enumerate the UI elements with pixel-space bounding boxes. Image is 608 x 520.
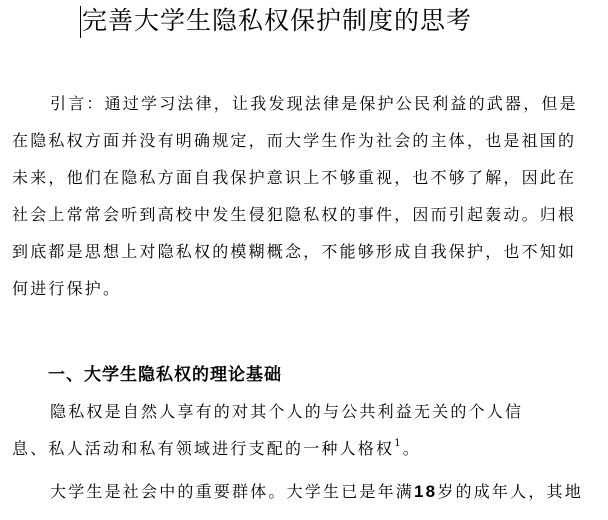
paragraph-1-line-2 (12, 430, 598, 467)
paragraph-2-text-after: 岁的成年人，其地 (437, 482, 583, 501)
intro-line-6: 何进行保护。 (12, 279, 122, 298)
intro-paragraph (12, 85, 598, 307)
paragraph-1-line-1: 隐私权是自然人享有的对其个人的与公共利益无关的个人信 (50, 402, 524, 421)
paragraph-2-text-before: 大学生是社会中的重要群体。大学生已是年满 (50, 482, 415, 501)
intro-line-4: 社会上常常会听到高校中发生侵犯隐私权的事件，因而引起轰动。归根 (12, 205, 577, 224)
paragraph-1-end-punctuation: 。 (402, 439, 421, 458)
section-paragraph-1 (12, 393, 598, 467)
section-heading: 一、大学生隐私权的理论基础 (48, 365, 282, 385)
intro-line-1: 引言：通过学习法律，让我发现法律是保护公民利益的武器，但是 (50, 94, 578, 113)
intro-line-5: 到底都是思想上对隐私权的模糊概念，不能够形成自我保护，也不知如 (12, 242, 577, 261)
text-cursor (80, 6, 81, 38)
intro-line-3: 未来，他们在隐私方面自我保护意识上不够重视，也不够了解，因此在 (12, 168, 577, 187)
paragraph-2-age-number: 18 (414, 482, 438, 501)
section-paragraph-2 (12, 473, 598, 510)
paragraph-1-line-2-text: 息、私人活动和私有领域进行支配的一种人格权 (12, 439, 395, 458)
document-title: 完善大学生隐私权保护制度的思考 (82, 6, 473, 35)
intro-line-2: 在隐私权方面并没有明确规定，而大学生作为社会的主体，也是祖国的 (12, 131, 577, 150)
footnote-reference[interactable]: 1 (394, 438, 403, 449)
